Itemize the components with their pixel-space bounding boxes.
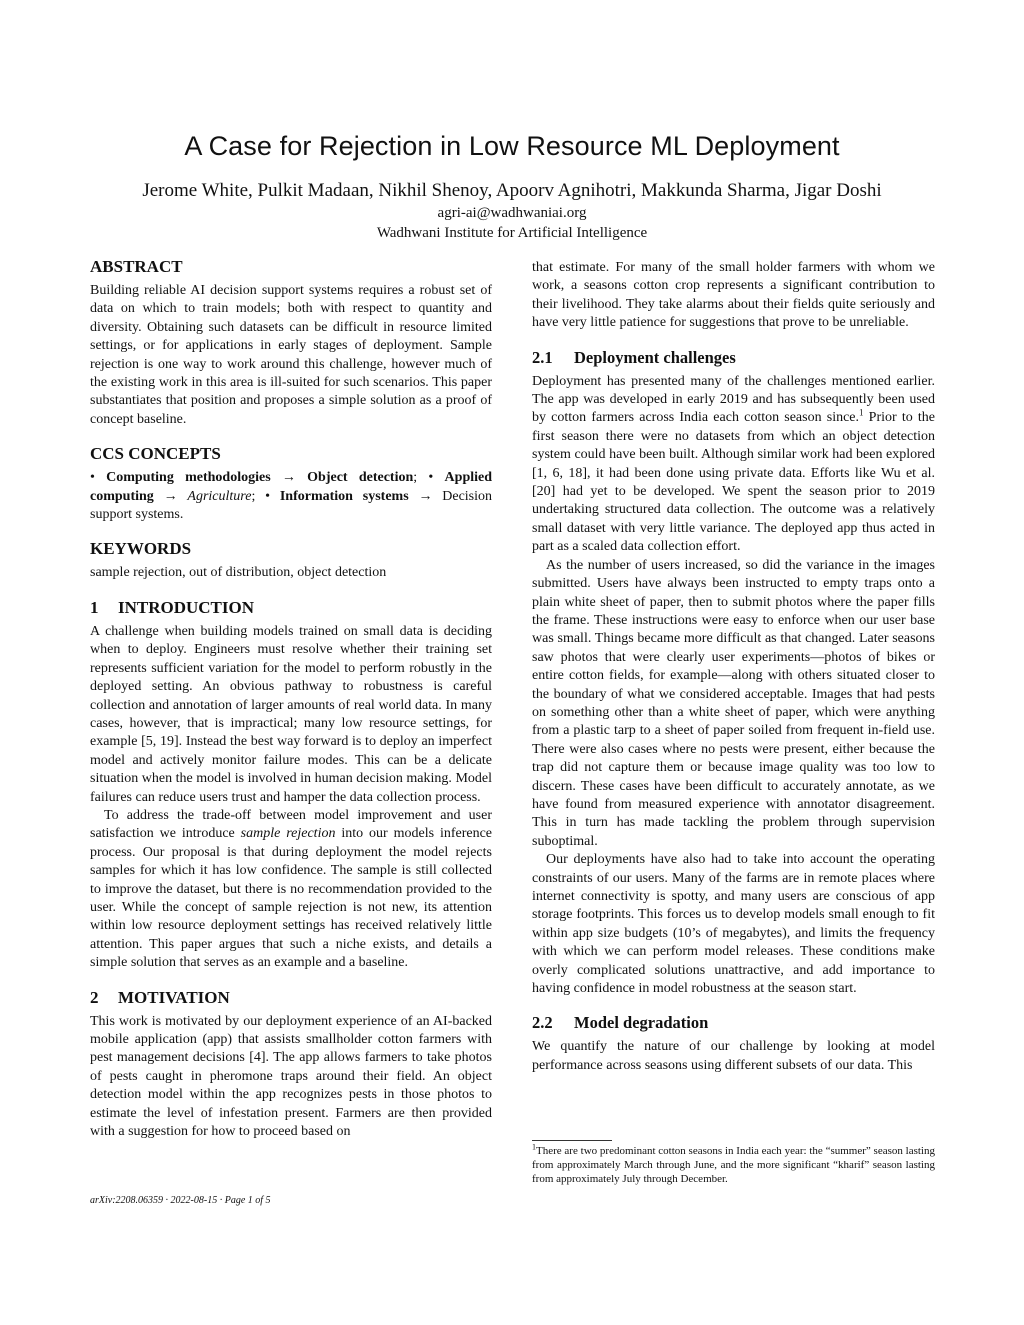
keywords-text: sample rejection, out of distribution, object detection bbox=[90, 565, 387, 581]
paper-title: A Case for Rejection in Low Resource ML Deployment bbox=[184, 131, 840, 161]
deployment-paragraph-1: Deployment has presented many of the challenges mentioned earlier. The app was developed in early 2019 and has subsequently been used by cotton farmers across India each cotton season since.$^1$ Prior to the first season there were no datasets from which an object detection system could have been built. Although similar work had been explored [1, 6, 18], it had been done using private data. Efforts like Wu et al. [20] had yet to be developed. We spent the season prior to 2019 undertaking structured data collection. The outcome was a relatively small dataset with very little variance. The deployed app thus acted in part as a scaled data collection effort. bbox=[532, 373, 935, 555]
page-footer: arXiv:2208.06359 · 2022-08-15 · Page 1 of 5 bbox=[90, 1195, 271, 1206]
motivation-paragraph-continued: that estimate. For many of the small holder farmers with whom we work, a seasons cotton crop represents a significant contribution to their livelihood. They take alarms about their fields quite seriously and have very little patience for suggestions that prove to be unreliable. bbox=[532, 260, 935, 331]
footnote-divider bbox=[532, 1140, 612, 1141]
abstract-text: Building reliable AI decision support systems requires a robust set of data on which to train models; both with respect to quantity and diversity. Obtaining such datasets can be difficult in resource limited settings, or for applications in early stages of deployment. Sample rejection is one way to work around this challenge, however much of the existing work in this area is ill-suited for such scenarios. This paper substantiates that position and proposes a simple solution as a proof of concept baseline. bbox=[90, 283, 492, 427]
motivation-heading: 2 MOTIVATION bbox=[90, 987, 230, 1007]
keywords-heading: KEYWORDS bbox=[90, 539, 192, 559]
degradation-paragraph-1: We quantify the nature of our challenge by looking at model performance across seasons using different subsets of our data. This bbox=[532, 1039, 935, 1073]
deployment-heading: 2.1 Deployment challenges bbox=[532, 347, 736, 367]
contact-email: agri-ai@wadhwaniai.org bbox=[437, 205, 587, 221]
intro-paragraph-1: A challenge when building models trained on small data is deciding when to deploy. Engineers must resolve whether their training set represents sufficient variation for the model to perform robustly in the deployed setting. An obvious pathway to robustness is careful collection and annotation of larger amounts of real world data. In many cases, however, that is impractical; many low resource settings, for example [5, 19]. Instead the best way forward is to deploy an imperfect model and actively monitor failure modes. This can be a delicate situation when the model is involved in human decision making. Model failures can reduce users trust and hamper the data collection process. bbox=[90, 623, 492, 805]
footnote: $^1$There are two predominant cotton seasons in India each year: the “summer” season lasting from approximately March through June, and the more significant “kharif” season lasting from approximately July through December. bbox=[532, 1142, 935, 1185]
degradation-heading: 2.2 Model degradation bbox=[532, 1013, 709, 1033]
intro-paragraph-2: To address the trade-off between model improvement and user satisfaction we introduce sample rejection into our models inference process. Our proposal is that during deployment the model rejects samples for which it has low confidence. The sample is still collected to improve the dataset, but there is no recommendation provided to the user. While the concept of sample rejection is not new, its attention within low resource deployment settings has received relatively little attention. This paper argues that such a niche exists, and details a simple solution that serves as an example and a baseline. bbox=[90, 807, 493, 971]
footnote-marker: 1 bbox=[859, 407, 864, 418]
abstract-heading: ABSTRACT bbox=[90, 257, 183, 276]
deployment-paragraph-3: Our deployments have also had to take into account the operating constraints of our users. Many of the farms are in remote places where internet connectivity is spotty, and many users are conscious of app storage footprints. This forces us to develop models small enough to fit within app size budgets (10’s of megabytes), and limits the frequency with which we can perform model releases. These conditions make overly complicated solutions unattractive, and add importance to having confidence in model robustness at the season start. bbox=[532, 852, 935, 997]
intro-heading: 1 INTRODUCTION bbox=[90, 597, 255, 617]
left-column bbox=[90, 256, 492, 1141]
deployment-paragraph-2: As the number of users increased, so did the variance in the images submitted. Users have always been instructed to empty traps onto a plain white sheet of paper, then to submit photos where the paper fills the frame. These instructions were easy to enforce when our user base was small. Things became more difficult as that changed. Later seasons saw photos that were clearly user experiments—photos of bikes or entire cotton fields, for example—along with others situated closer to the boundary of what we considered acceptable. Images that had pests on something other than a white sheet of paper, which were anything from a plastic tarp to a sheet of paper soiled from frequent in-field use. There were also cases where no pests were present, either because the trap did not capture them or because image quality was too low to discern. These cases have been difficult to accurately annotate, as we have found from measured experience with annotator disagreement. This in turn has made tackling the problem through supervision suboptimal. bbox=[532, 557, 935, 849]
ccs-concepts: • Computing methodologies → Object detection; • Applied computing → Agriculture; • Information systems → Decision support systems. bbox=[90, 470, 493, 523]
author-list: Jerome White, Pulkit Madaan, Nikhil Shenoy, Apoorv Agnihotri, Makkunda Sharma, Jigar Doshi bbox=[142, 180, 882, 201]
ccs-heading: CCS CONCEPTS bbox=[90, 444, 221, 464]
affiliation: Wadhwani Institute for Artificial Intelligence bbox=[376, 225, 648, 241]
motivation-paragraph-1: This work is motivated by our deployment experience of an AI-backed mobile application (app) that assists smallholder cotton farmers with pest management decisions [4]. The app allows farmers to take photos of pests caught in pheromone traps around their field. An object detection model within the app recognizes pests in those photos to estimate the level of infestation present. Farmers are then provided with a suggestion for how to proceed based on bbox=[90, 1013, 492, 1140]
right-column bbox=[532, 259, 935, 1075]
